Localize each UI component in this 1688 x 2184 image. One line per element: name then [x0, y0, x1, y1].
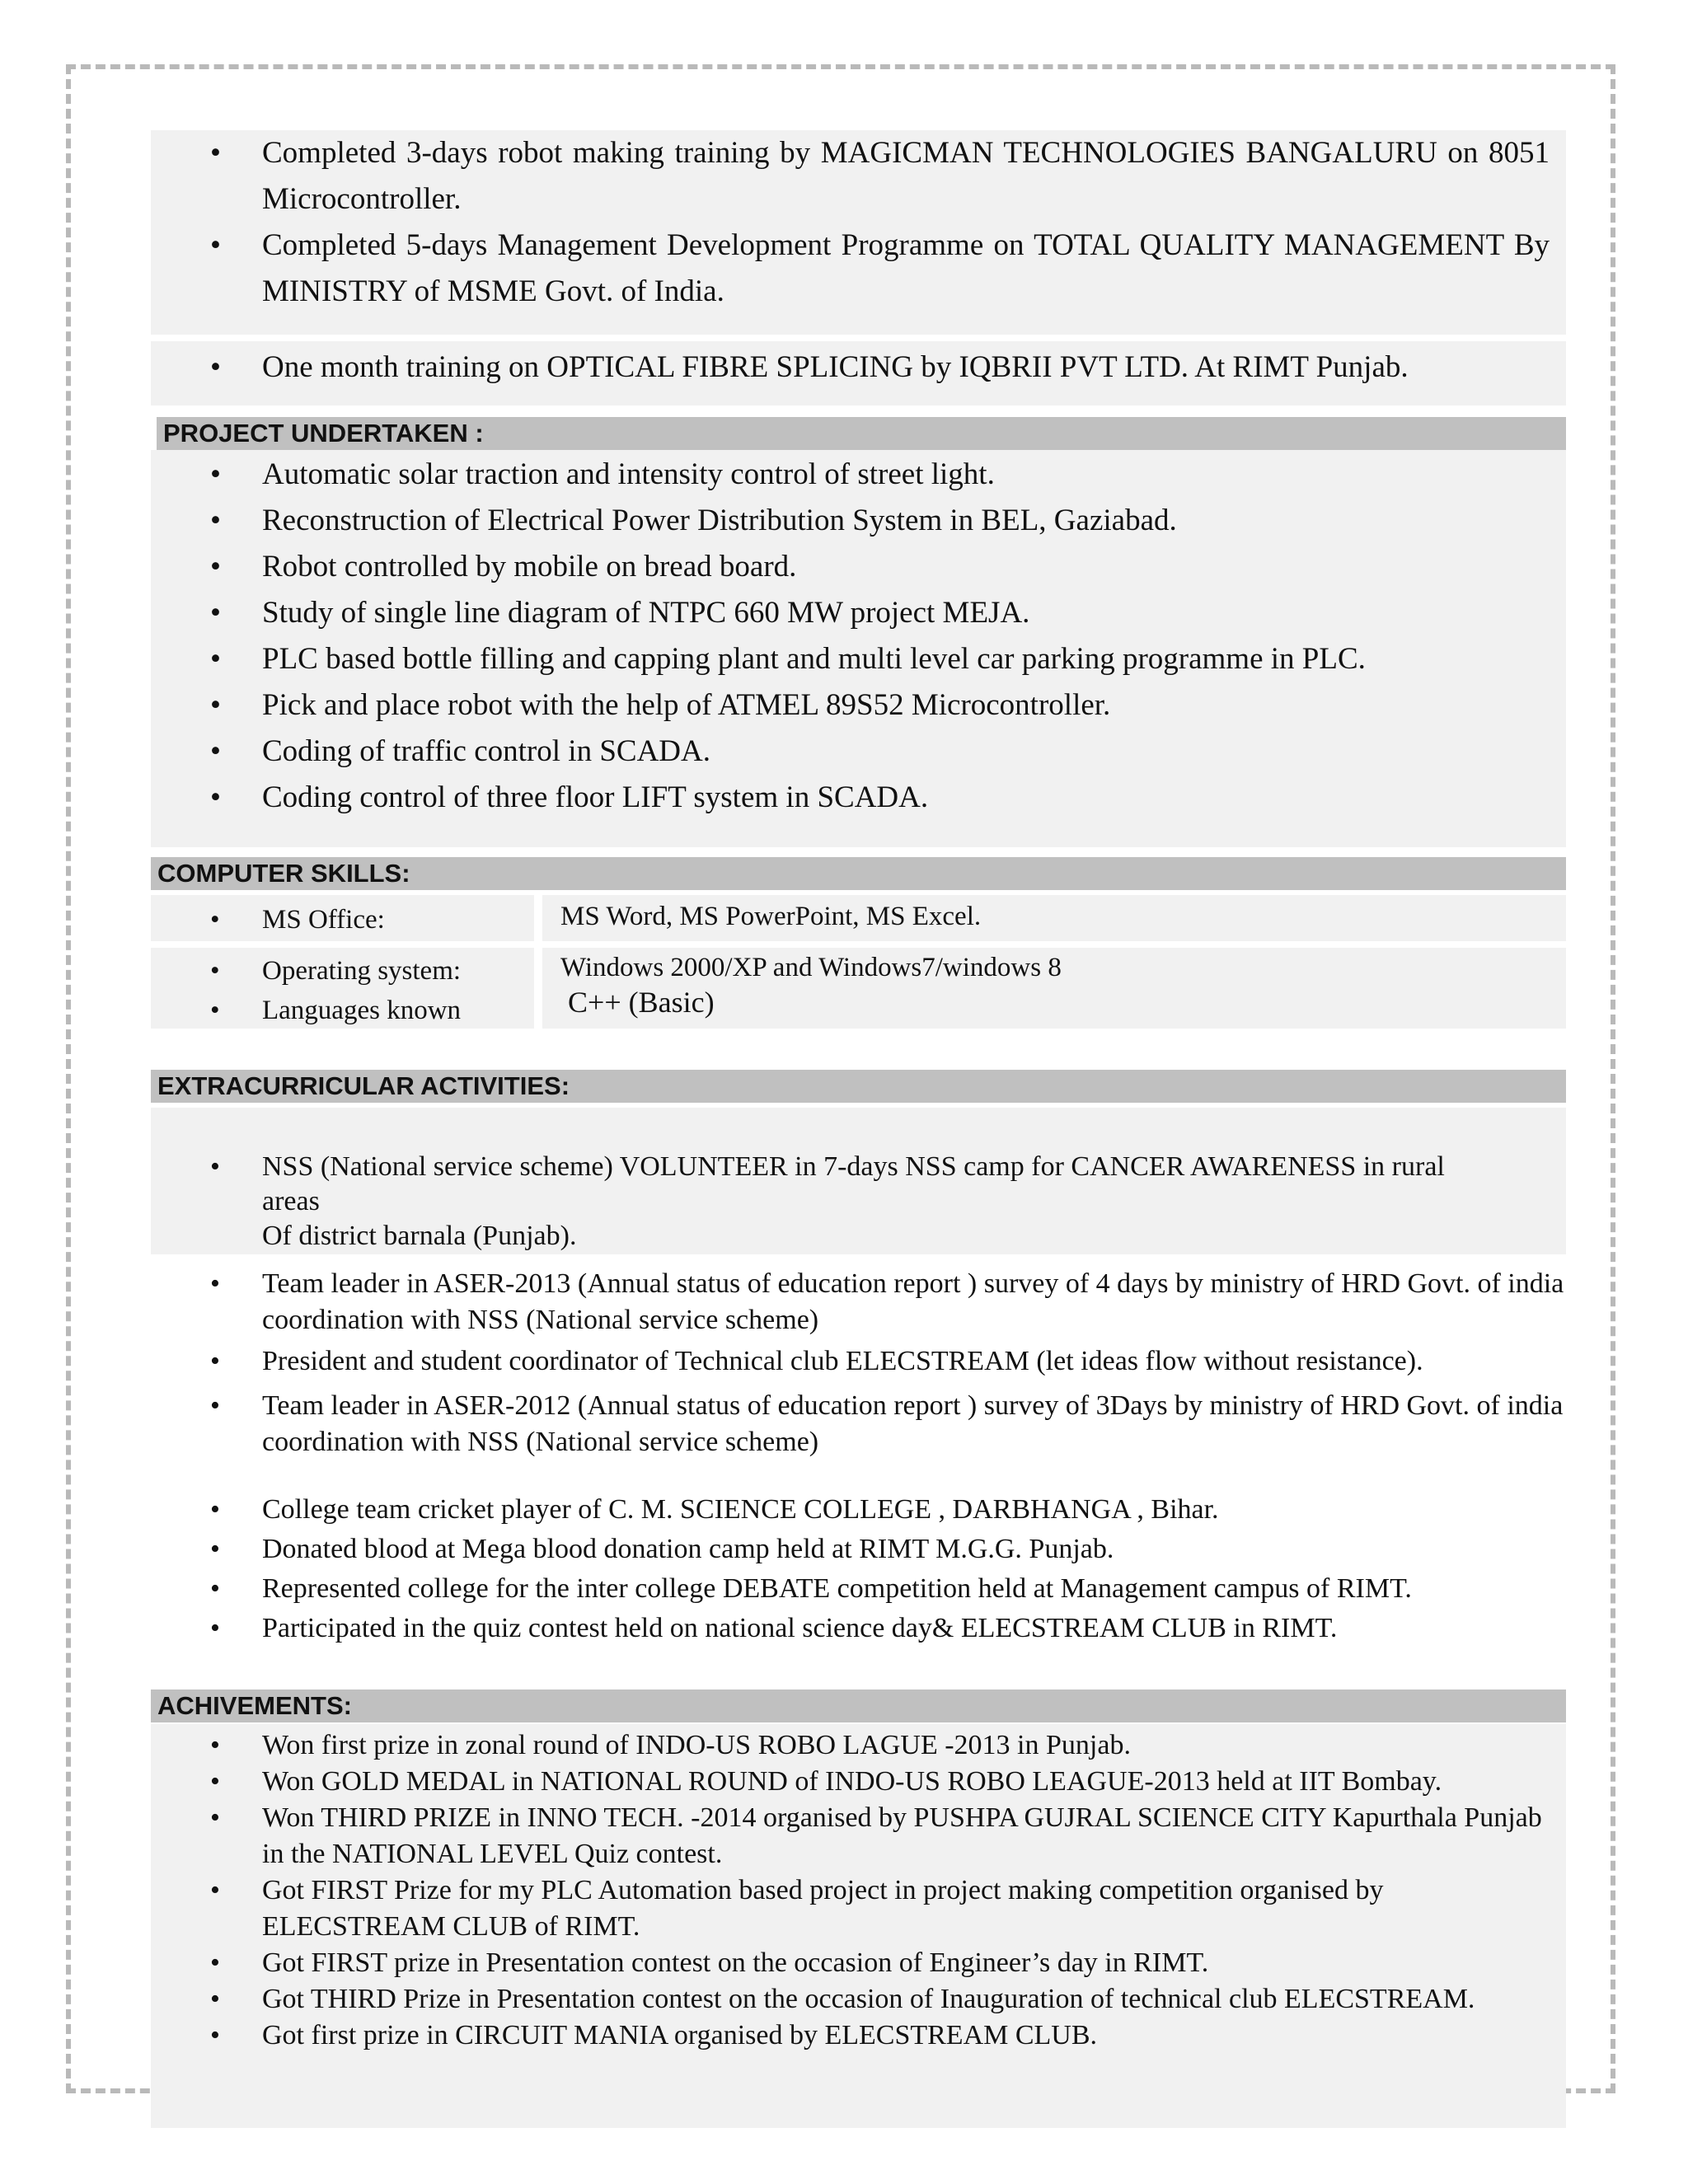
list-item: • Got FIRST prize in Presentation contest on the occasion of Engineer’s day in RIMT. — [151, 1945, 1566, 1981]
section-heading-achievements: ACHIVEMENTS: — [151, 1690, 1566, 1722]
projects-section — [151, 450, 1566, 847]
training-section — [151, 130, 1566, 335]
list-item: • Participated in the quiz contest held on national science day& ELECSTREAM CLUB in RIMT. — [151, 1609, 1566, 1648]
list-item: • Study of single line diagram of NTPC 660 MW project MEJA. — [151, 590, 1566, 636]
list-item: • Got FIRST Prize for my PLC Automation based project in project making competition organised by ELECSTREAM CLUB of RIMT. — [151, 1872, 1566, 1945]
list-item: • Coding control of three floor LIFT system in SCADA. — [151, 775, 1566, 821]
list-item: • Represented college for the inter college DEBATE competition held at Management campus of RIMT. — [151, 1569, 1566, 1609]
skills-label: • Languages known — [151, 994, 534, 1027]
list-item: • Completed 5-days Management Development Programme on TOTAL QUALITY MANAGEMENT By MINISTRY of MSME Govt. of India. — [151, 223, 1566, 315]
skills-value: Windows 2000/XP and Windows7/windows 8 — [560, 953, 1062, 982]
list-item: • Automatic solar traction and intensity control of street light. — [151, 452, 1566, 498]
list-item-line: • NSS (National service scheme) VOLUNTEER in 7-days NSS camp for CANCER AWARENESS in rural — [262, 1151, 1445, 1182]
list-item: • Team leader in ASER-2013 (Annual status of education report ) survey of 4 days by ministry of HRD Govt. of india coordination with NSS (National service scheme) — [151, 1266, 1566, 1338]
list-item: • Robot controlled by mobile on bread board. — [151, 544, 1566, 590]
list-item — [151, 1149, 1566, 1254]
list-item: • Won first prize in zonal round of INDO-US ROBO LAGUE -2013 in Punjab. — [151, 1727, 1566, 1764]
list-item: • President and student coordinator of Technical club ELECSTREAM (let ideas flow without resistance). — [151, 1343, 1566, 1380]
list-item: • Donated blood at Mega blood donation camp held at RIMT M.G.G. Punjab. — [151, 1530, 1566, 1569]
list-item-line: Of district barnala (Punjab). — [262, 1221, 577, 1251]
list-item: • Completed 3-days robot making training by MAGICMAN TECHNOLOGIES BANGALURU on 8051 Microcontroller. — [151, 130, 1566, 223]
list-item: • Pick and place robot with the help of ATMEL 89S52 Microcontroller. — [151, 682, 1566, 729]
list-item: • Won THIRD PRIZE in INNO TECH. -2014 organised by PUSHPA GUJRAL SCIENCE CITY Kapurthala Punjab in the NATIONAL LEVEL Quiz contest. — [151, 1800, 1566, 1872]
list-item: • PLC based bottle filling and capping plant and multi level car parking programme in PLC. — [151, 636, 1566, 682]
achievements-section — [151, 1724, 1566, 2128]
skills-label: • Operating system: — [151, 948, 534, 994]
nss-section — [151, 1108, 1566, 1254]
skills-value: MS Word, MS PowerPoint, MS Excel. — [542, 895, 1566, 941]
list-item: • One month training on OPTICAL FIBRE SPLICING by IQBRII PVT LTD. At RIMT Punjab. — [151, 344, 1566, 391]
list-item: • Won GOLD MEDAL in NATIONAL ROUND of INDO-US ROBO LEAGUE-2013 held at IIT Bombay. — [151, 1764, 1566, 1800]
section-heading-extracurricular: EXTRACURRICULAR ACTIVITIES: — [151, 1070, 1566, 1103]
extracurricular-group-1 — [151, 1266, 1566, 1460]
list-item: • Got THIRD Prize in Presentation contest on the occasion of Inauguration of technical club ELECSTREAM. — [151, 1981, 1566, 2018]
list-item: • Team leader in ASER-2012 (Annual status of education report ) survey of 3Days by ministry of HRD Govt. of india coordination with NSS (National service scheme) — [151, 1388, 1566, 1460]
list-item: • College team cricket player of C. M. SCIENCE COLLEGE , DARBHANGA , Bihar. — [151, 1490, 1566, 1530]
list-item: • Got first prize in CIRCUIT MANIA organised by ELECSTREAM CLUB. — [151, 2018, 1566, 2054]
training-extra-section — [151, 341, 1566, 405]
list-item-line: areas — [262, 1186, 320, 1216]
list-item: • Reconstruction of Electrical Power Distribution System in BEL, Gaziabad. — [151, 498, 1566, 544]
extracurricular-group-2 — [151, 1490, 1566, 1648]
skills-value: C++ (Basic) — [560, 986, 715, 1019]
section-heading-skills: COMPUTER SKILLS: — [151, 857, 1566, 890]
section-heading-projects: PROJECT UNDERTAKEN : — [157, 417, 1566, 450]
skills-row-office — [151, 895, 1566, 941]
skills-label: • MS Office: — [151, 895, 534, 944]
list-item: • Coding of traffic control in SCADA. — [151, 729, 1566, 775]
skills-row-os — [151, 948, 1566, 1029]
